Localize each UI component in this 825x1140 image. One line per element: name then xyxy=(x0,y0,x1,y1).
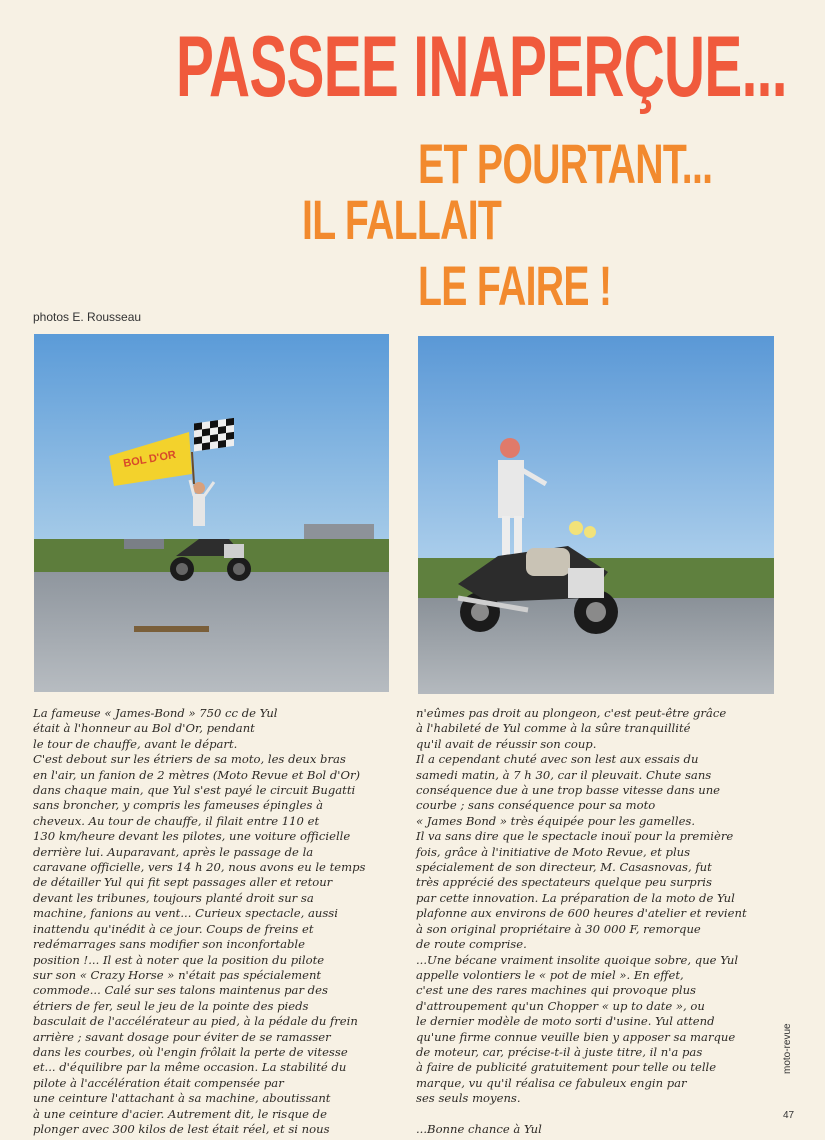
article-line: ses seuls moyens. xyxy=(416,1091,521,1106)
article-line: ...Bonne chance à Yul xyxy=(416,1121,542,1136)
article-line: qu'une firme connue veuille bien y apposer sa marque xyxy=(416,1029,736,1044)
article-line: à une ceinture d'acier. Autrement dit, le risque de xyxy=(33,1106,327,1121)
article-line: pilote à l'accélération était compensée par xyxy=(33,1075,284,1090)
article-line: derrière lui. Auparavant, après le passage de la xyxy=(33,844,314,859)
article-line: et... d'équilibre par la même occasion. La stabilité du xyxy=(33,1060,347,1075)
article-line: très apprécié des spectateurs quelque peu surpris xyxy=(416,875,712,890)
article-line: plafonne aux environs de 600 heures d'atelier et revient xyxy=(416,906,747,921)
article-line: cheveux. Au tour de chauffe, il filait entre 110 et xyxy=(33,813,320,828)
article-line: devant les tribunes, toujours planté droit sur sa xyxy=(33,890,314,905)
article-line: qu'il avait de réussir son coup. xyxy=(416,736,597,751)
article-line: à son original propriétaire à 30 000 F, remorque xyxy=(416,921,701,936)
article-line: d'attroupement qu'un Chopper « up to date », ou xyxy=(416,998,705,1013)
article-line: position !... Il est à noter que la position du pilote xyxy=(33,952,325,967)
article-line: Il va sans dire que le spectacle inouï pour la première xyxy=(416,829,734,844)
article-line: La fameuse « James-Bond » 750 cc de Yul xyxy=(33,706,278,720)
article-line: arrière ; savant dosage pour éviter de se ramasser xyxy=(33,1029,331,1044)
article-line: ...Une bécane vraiment insolite quoique sobre, que Yul xyxy=(416,952,739,967)
article-line: « James Bond » très équipée pour les gamelles. xyxy=(416,813,696,828)
article-line: par cette innovation. La préparation de la moto de Yul xyxy=(416,890,735,905)
article-line: samedi matin, à 7 h 30, car il pleuvait. Chute sans xyxy=(416,767,712,782)
article-line: plonger avec 300 kilos de lest était réel, et si nous xyxy=(33,1121,330,1136)
article-line: en l'air, un fanion de 2 mètres (Moto Revue et Bol d'Or) xyxy=(33,767,361,782)
article-line: machine, fanions au vent... Curieux spectacle, aussi xyxy=(33,906,338,921)
article-line: c'est une des rares machines qui provoque plus xyxy=(416,983,696,998)
article-line: commode... Calé sur ses talons maintenus par des xyxy=(33,983,328,998)
article-line: de route comprise. xyxy=(416,937,527,952)
article-line: sans broncher, y compris les fameuses épingles à xyxy=(33,798,324,813)
article-line: Il a cependant chuté avec son lest aux essais du xyxy=(416,752,699,767)
article-line: redémarrages sans modifier son inconfortable xyxy=(33,937,305,952)
photo-rider-with-flags xyxy=(34,334,389,692)
article-line: dans chaque main, que Yul s'est payé le circuit Bugatti xyxy=(33,783,356,798)
article-line: courbe ; sans conséquence pour sa moto xyxy=(416,798,656,813)
article-column-right xyxy=(416,706,768,1137)
article-line: le tour de chauffe, avant le départ. xyxy=(33,736,238,751)
headline-line-1: PASSEE INAPERÇUE... xyxy=(176,19,787,115)
article-line: une ceinture l'attachant à sa machine, aboutissant xyxy=(33,1091,331,1106)
article-line: caravane officielle, vers 14 h 20, nous avons eu le temps xyxy=(33,860,366,875)
photo-rider-on-motorcycle xyxy=(418,336,774,694)
headline-line-4: LE FAIRE ! xyxy=(418,254,612,317)
article-line: spécialement de son directeur, M. Casasnovas, fut xyxy=(416,860,712,875)
page-number: 47 xyxy=(783,1110,795,1121)
flag-text: BOL D'OR xyxy=(122,448,177,470)
article-line: n'eûmes pas droit au plongeon, c'est peut-être grâce xyxy=(416,706,727,720)
article-line: basculait de l'accélérateur au pied, à la pédale du frein xyxy=(33,1014,358,1029)
magazine-name: moto-revue xyxy=(782,1023,793,1074)
article-line: inattendu qu'inédit à ce jour. Coups de freins et xyxy=(33,921,314,936)
article-line: conséquence due à une trop basse vitesse dans une xyxy=(416,783,721,798)
article-line: marque, vu qu'il réalisa ce fabuleux engin par xyxy=(416,1075,687,1090)
headline-line-3: IL FALLAIT xyxy=(302,188,502,251)
photo-credit: photos E. Rousseau xyxy=(33,310,142,324)
article-line: à faire de publicité gratuitement pour telle ou telle xyxy=(416,1060,717,1075)
article-line: à l'habileté de Yul comme à la sûre tranquillité xyxy=(416,721,691,736)
article-line: appelle volontiers le « pot de miel ». En effet, xyxy=(416,967,684,982)
article-line: le dernier modèle de moto sorti d'usine. Yul attend xyxy=(416,1014,715,1029)
headline-line-2: ET POURTANT... xyxy=(418,132,713,195)
article-line: sur son « Crazy Horse » n'était pas spécialement xyxy=(33,967,322,982)
article-line: étriers de fer, seul le jeu de la pointe des pieds xyxy=(33,998,309,1013)
checkered-flag-icon xyxy=(194,418,234,452)
article-line: était à l'honneur au Bol d'Or, pendant xyxy=(33,721,255,736)
article-line: fois, grâce à l'initiative de Moto Revue, et plus xyxy=(416,844,691,859)
article-line: 130 km/heure devant les pilotes, une voiture officielle xyxy=(33,829,351,844)
article-column-left xyxy=(33,706,385,1137)
article-line xyxy=(416,1107,768,1122)
article-line: C'est debout sur les étriers de sa moto, les deux bras xyxy=(33,752,346,767)
article-line: dans les courbes, où l'engin frôlait la perte de vitesse xyxy=(33,1044,348,1059)
article-line: de moteur, car, précise-t-il à juste titre, il n'a pas xyxy=(416,1044,703,1059)
article-line: de détailler Yul qui fit sept passages aller et retour xyxy=(33,875,333,890)
